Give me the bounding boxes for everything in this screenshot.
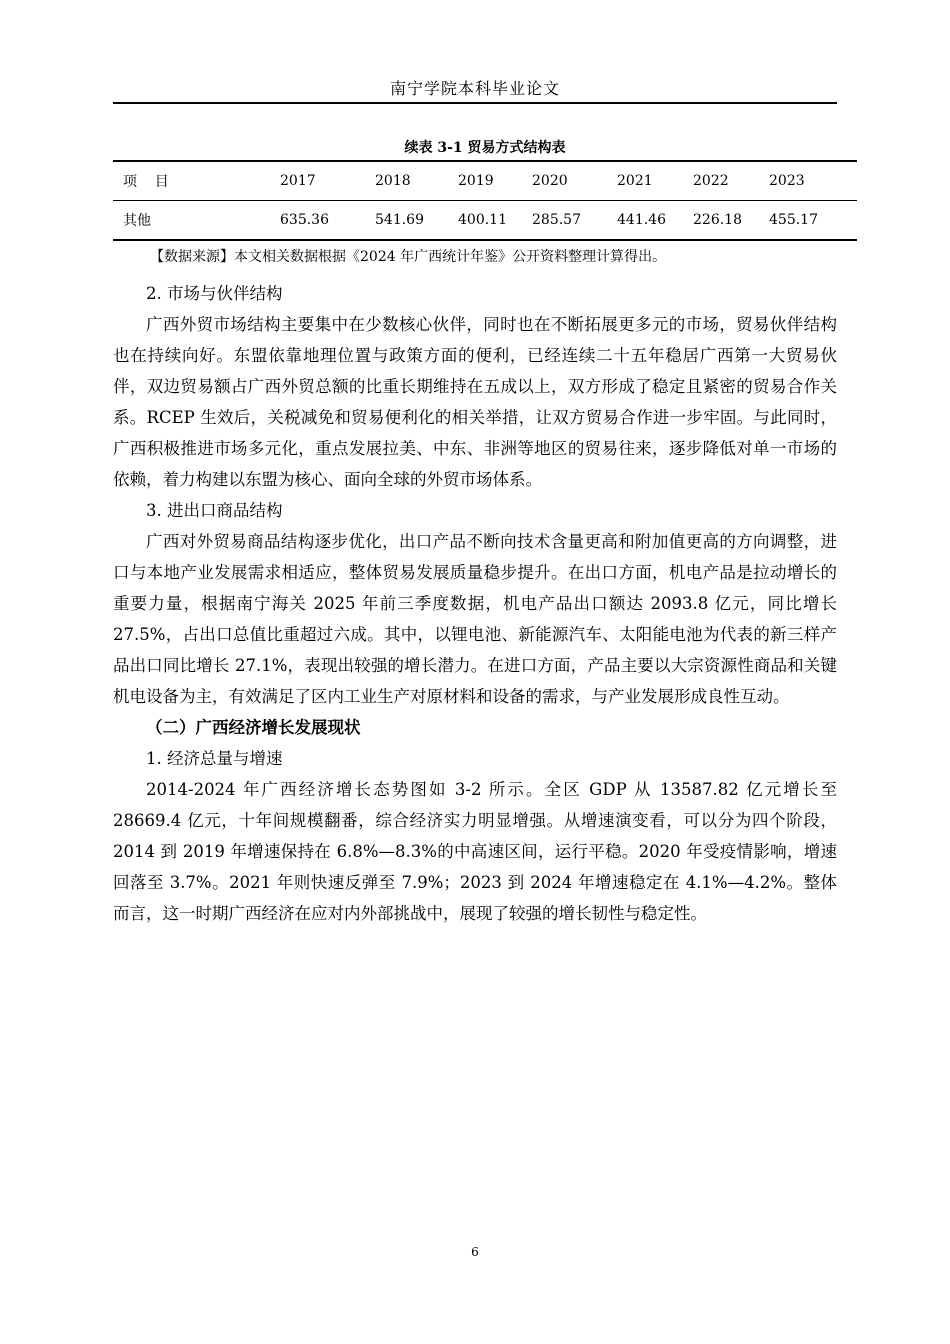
table-caption: 续表 3-1 贸易方式结构表 (404, 140, 566, 156)
body-text (113, 278, 837, 929)
table-row (113, 200, 857, 240)
table-header-year: 2017 (280, 172, 316, 189)
table-header-year: 2022 (693, 172, 729, 189)
table-header-row (113, 161, 857, 200)
table-header-year: 2018 (375, 172, 411, 189)
table-row-label: 其他 (123, 212, 151, 229)
paragraph-commodity: 广西对外贸易商品结构逐步优化，出口产品不断向技术含量更高和附加值更高的方向调整，进口与本地产业发展需求相适应，整体贸易发展质量稳步提升。在出口方面，机电产品是拉动增长的重要力量，根据南宁海关 2025 年前三季度数据，机电产品出口额达 2093.8 亿元，同比增长 27.5%，占出口总值比重超过六成。其中，以锂电池、新能源汽车、太阳能电池为代表的新三样产品出口同比增长 27.1%，表现出较强的增长潜力。在进口方面，产品主要以大宗资源性商品和关键机电设备为主，有效满足了区内工业生产对原材料和设备的需求，与产业发展形成良性互动。 (113, 532, 837, 706)
paragraph-gdp: 2014-2024 年广西经济增长态势图如 3-2 所示。全区 GDP 从 13587.82 亿元增长至 28669.4 亿元，十年间规模翻番，综合经济实力明显增强。从增速演变看，可以分为四个阶段，2014 到 2019 年增速保持在 6.8%—8.3%的中高速区间，运行平稳。2020 年受疫情影响，增速回落至 3.7%。2021 年则快速反弹至 7.9%；2023 到 2024 年增速稳定在 4.1%—4.2%。整体而言，这一时期广西经济在应对内外部挑战中，展现了较强的增长韧性与稳定性。 (113, 780, 837, 923)
table-header-year: 2021 (617, 172, 653, 189)
table-header-year: 2019 (458, 172, 494, 189)
table-cell: 400.11 (458, 211, 507, 228)
table-cell: 455.17 (769, 211, 818, 228)
page-number: 6 (471, 1245, 479, 1259)
paragraph-market: 广西外贸市场结构主要集中在少数核心伙伴，同时也在不断拓展更多元的市场，贸易伙伴结构也在持续向好。东盟依靠地理位置与政策方面的便利，已经连续二十五年稳居广西第一大贸易伙伴，双边贸易额占广西外贸总额的比重长期维持在五成以上，双方形成了稳定且紧密的贸易合作关系。RCEP 生效后，关税减免和贸易便利化的相关举措，让双方贸易合作进一步牢固。与此同时，广西积极推进市场多元化，重点发展拉美、中东、非洲等地区的贸易往来，逐步降低对单一市场的依赖，着力构建以东盟为核心、面向全球的外贸市场体系。 (113, 315, 837, 489)
table-header-label: 项 目 (123, 173, 169, 190)
table-cell: 285.57 (532, 211, 581, 228)
subsection-heading-market: 2. 市场与伙伴结构 (146, 284, 283, 303)
header-divider (113, 102, 837, 104)
section-heading-growth: （二）广西经济增长发展现状 (146, 718, 361, 737)
table-header-year: 2023 (769, 172, 805, 189)
page-header-title: 南宁学院本科毕业论文 (389, 79, 560, 98)
subsection-heading-gdp: 1. 经济总量与增速 (146, 749, 283, 768)
table-header-year: 2020 (532, 172, 568, 189)
table-cell: 635.36 (280, 211, 329, 228)
table-cell: 226.18 (693, 211, 742, 228)
table-cell: 441.46 (617, 211, 666, 228)
trade-structure-table (113, 160, 857, 241)
subsection-heading-commodity: 3. 进出口商品结构 (146, 501, 283, 520)
data-source-note: 【数据来源】本文相关数据根据《2024 年广西统计年鉴》公开资料整理计算得出。 (150, 249, 667, 265)
table-cell: 541.69 (375, 211, 424, 228)
